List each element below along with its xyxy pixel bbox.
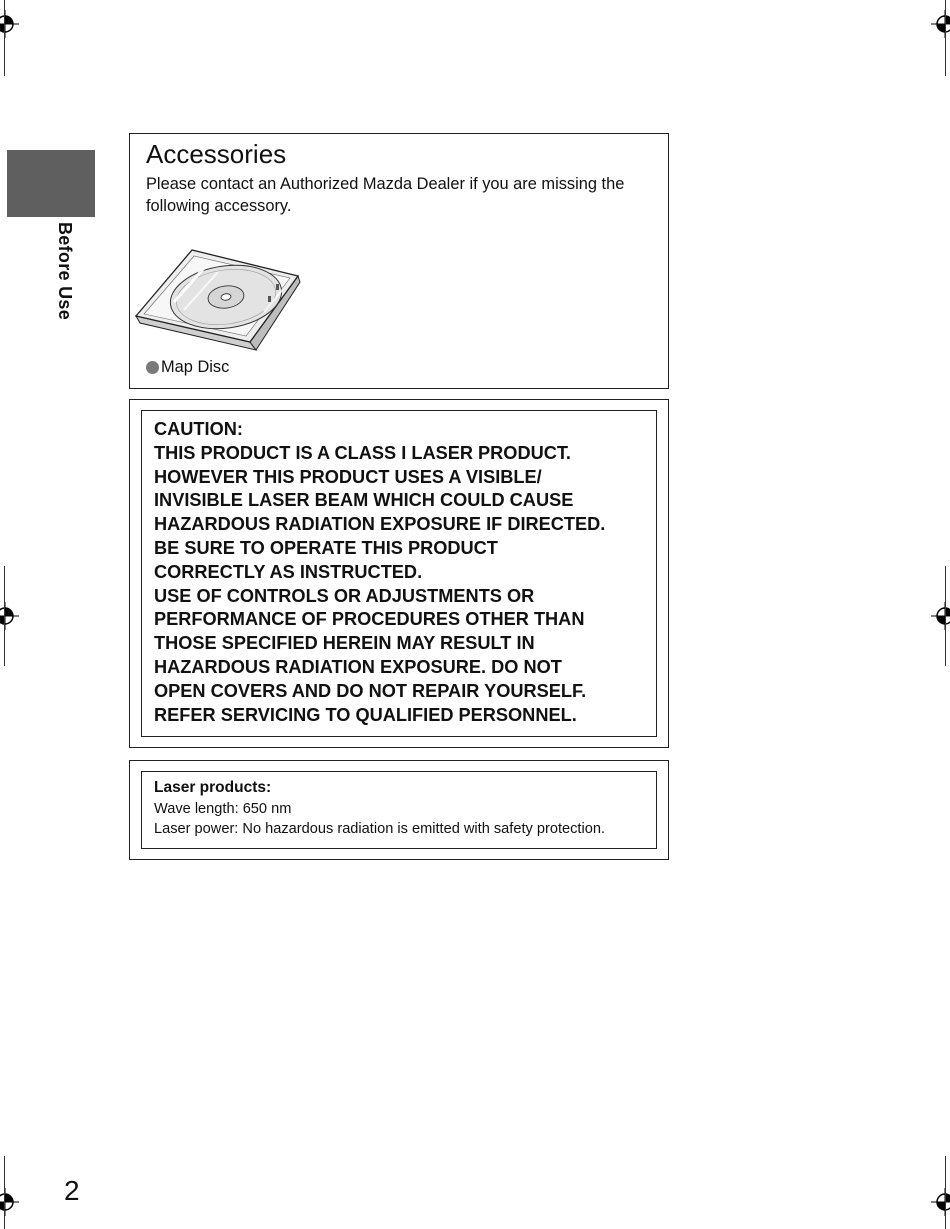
registration-mark-mid-right (931, 602, 950, 630)
caution-line: HAZARDOUS RADIATION EXPOSURE IF DIRECTED. (154, 514, 606, 535)
registration-mark-top-left (0, 10, 19, 38)
caution-line: PERFORMANCE OF PROCEDURES OTHER THAN (154, 609, 585, 630)
crop-line (945, 0, 946, 76)
crop-line (4, 0, 5, 76)
caution-line: CORRECTLY AS INSTRUCTED. (154, 561, 423, 582)
caution-line: OPEN COVERS AND DO NOT REPAIR YOURSELF. (154, 680, 587, 701)
disc-case-illustration (134, 246, 302, 352)
laser-title: Laser products: (154, 779, 272, 796)
crop-line (945, 566, 946, 666)
accessories-title: Accessories (146, 139, 287, 169)
caution-line: HOWEVER THIS PRODUCT USES A VISIBLE/ (154, 466, 542, 487)
section-tab-label: Before Use (55, 222, 75, 321)
caution-line: BE SURE TO OPERATE THIS PRODUCT (154, 537, 498, 558)
laser-wavelength: Wave length: 650 nm (154, 801, 292, 817)
caution-line: INVISIBLE LASER BEAM WHICH COULD CAUSE (154, 490, 574, 511)
crop-line (4, 1156, 5, 1229)
caution-line: USE OF CONTROLS OR ADJUSTMENTS OR (154, 585, 535, 606)
accessory-item (146, 358, 229, 377)
registration-mark-top-right (931, 10, 950, 38)
registration-mark-bottom-right (931, 1188, 950, 1216)
page-number: 2 (64, 1175, 80, 1206)
laser-power: Laser power: No hazardous radiation is emitted with safety protection. (154, 821, 606, 837)
registration-mark-mid-left (0, 602, 19, 630)
bullet-icon (146, 361, 159, 374)
caution-line: THOSE SPECIFIED HEREIN MAY RESULT IN (154, 633, 535, 654)
section-tab (7, 150, 95, 217)
caution-line: HAZARDOUS RADIATION EXPOSURE. DO NOT (154, 656, 562, 677)
registration-mark-bottom-left (0, 1188, 19, 1216)
caution-text (154, 418, 652, 727)
caution-line: REFER SERVICING TO QUALIFIED PERSONNEL. (154, 704, 577, 725)
accessory-item-label: Map Disc (161, 358, 230, 376)
caution-heading: CAUTION: (154, 419, 243, 439)
crop-line (4, 566, 5, 666)
caution-line: THIS PRODUCT IS A CLASS I LASER PRODUCT. (154, 442, 571, 463)
crop-line (945, 1156, 946, 1229)
accessories-intro: Please contact an Authorized Mazda Dealer if you are missing the following accessory. (146, 175, 625, 215)
